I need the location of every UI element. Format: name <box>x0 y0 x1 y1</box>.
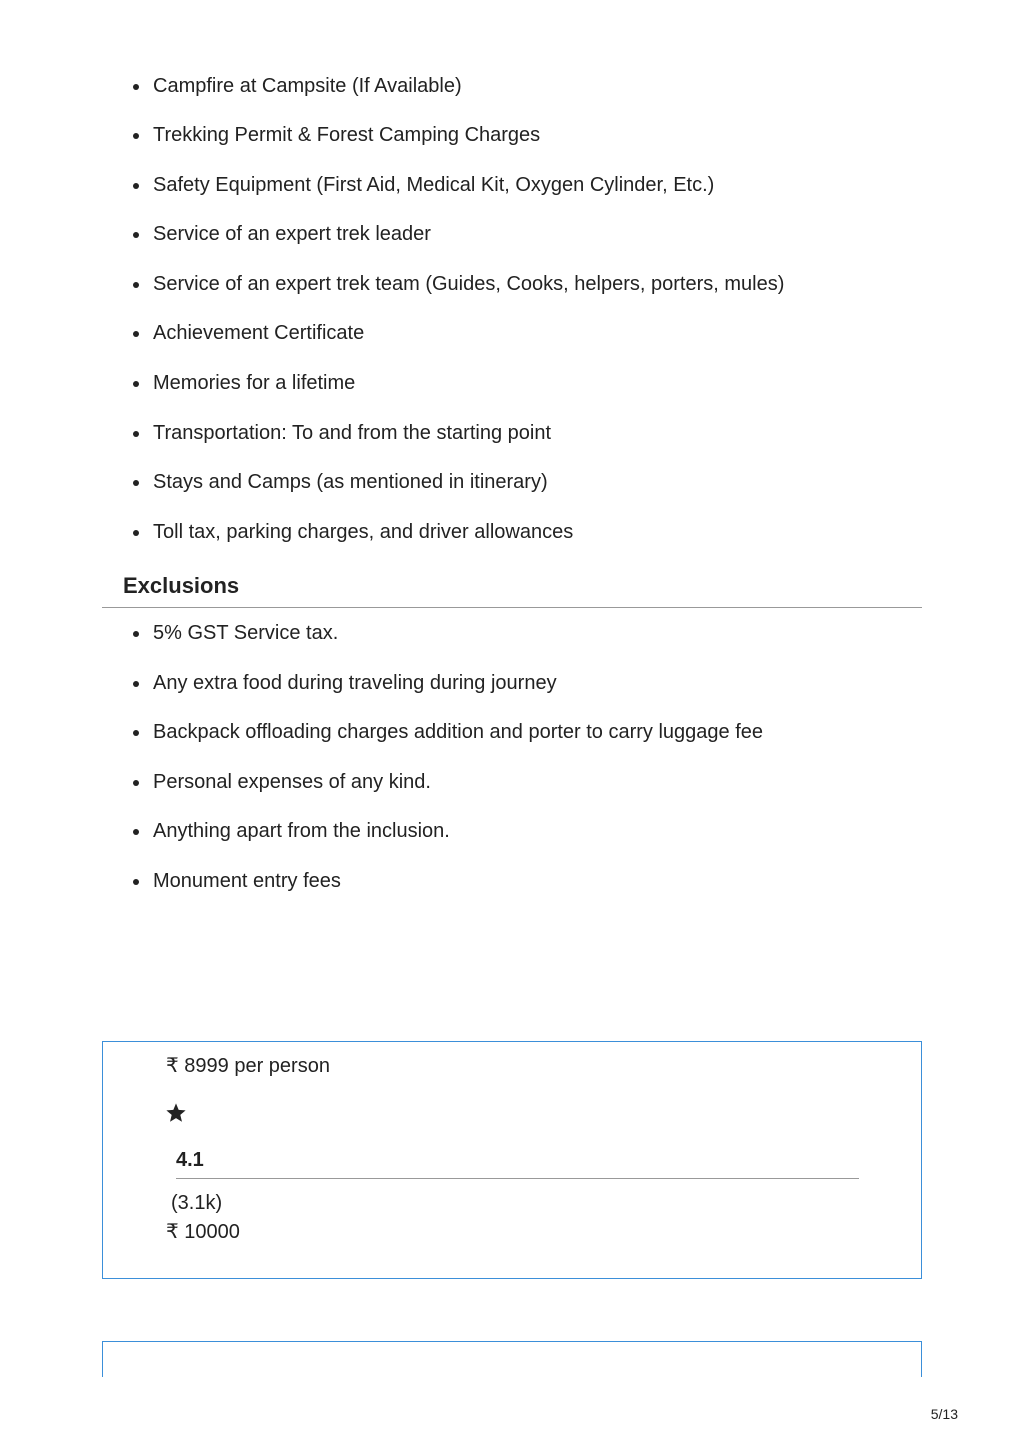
rating-value: 4.1 <box>176 1149 204 1171</box>
list-item: Safety Equipment (First Aid, Medical Kit, Oxygen Cylinder, Etc.) <box>153 174 715 196</box>
list-item: Service of an expert trek team (Guides, Cooks, helpers, porters, mules) <box>153 273 785 295</box>
price-card <box>102 1041 922 1279</box>
list-item: Achievement Certificate <box>153 322 365 344</box>
rating-divider <box>176 1178 859 1179</box>
list-item: Service of an expert trek leader <box>153 223 431 245</box>
list-item: Campfire at Campsite (If Available) <box>153 75 462 97</box>
list-item: Any extra food during traveling during journey <box>153 672 557 694</box>
list-item: 5% GST Service tax. <box>153 622 339 644</box>
exclusions-heading: Exclusions <box>123 573 240 598</box>
price-per-person: ₹ 8999 per person <box>166 1055 330 1077</box>
list-item: Stays and Camps (as mentioned in itinerary) <box>153 471 548 493</box>
review-count: (3.1k) <box>171 1192 223 1214</box>
page-number: 5/13 <box>930 1406 958 1422</box>
list-item: Anything apart from the inclusion. <box>153 820 450 842</box>
list-item: Backpack offloading charges addition and porter to carry luggage fee <box>153 721 764 743</box>
star-icon <box>165 1102 187 1124</box>
section-divider <box>102 607 922 608</box>
list-item: Memories for a lifetime <box>153 372 356 394</box>
list-item: Transportation: To and from the starting point <box>153 422 551 444</box>
page-bottom-margin <box>90 1377 940 1449</box>
list-item: Trekking Permit & Forest Camping Charges <box>153 124 541 146</box>
original-price: ₹ 10000 <box>166 1221 240 1243</box>
list-item: Toll tax, parking charges, and driver allowances <box>153 521 574 543</box>
list-item: Monument entry fees <box>153 870 341 892</box>
list-item: Personal expenses of any kind. <box>153 771 431 793</box>
